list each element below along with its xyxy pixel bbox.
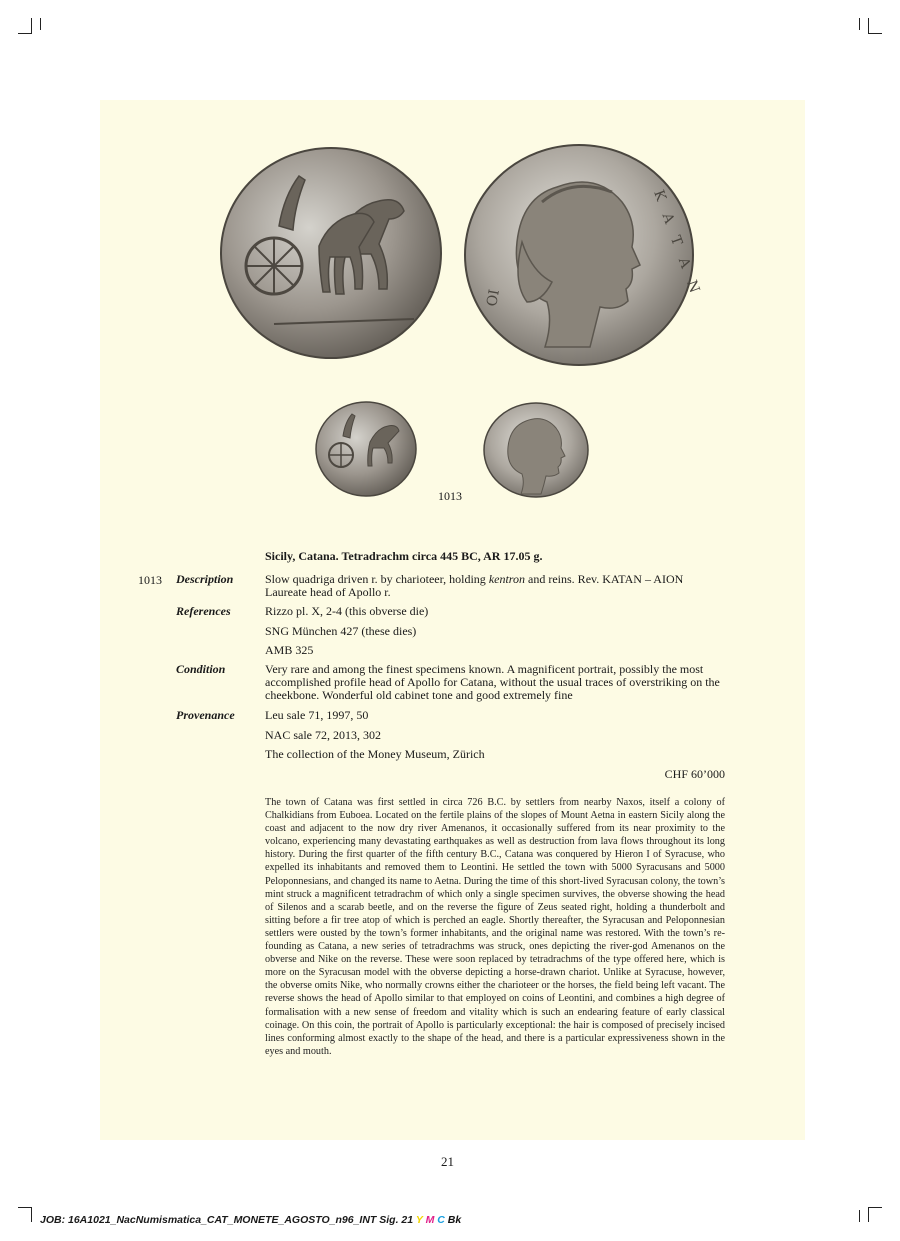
lot-title: Sicily, Catana. Tetradrachm circa 445 BC, AR 17.05 g. [265, 549, 543, 563]
historical-essay: The town of Catana was first settled in circa 726 B.C. by settlers from nearby Naxos, itself a colony of Chalkidians from Euboea. Located on the fertile plains of the slopes of Mount Aetna in eastern Sicily along the coast and adjacent to the now dry river Amenanos, it occasionally suffered from its near proximity to the volcano, experiencing many devastating earthquakes as well as destruction from lava flows throughout its long history. During the first quarter of the fifth century B.C., Catana was conquered by Hieron I of Syracuse, who expelled its inhabitants and removed them to Leontini. He settled the town with 5000 Syracusans and 5000 Peloponnesians, and changed its name to Aetna. During the time of this short-lived Syracusan colony, the town’s mint struck a magnificent tetradrachm of which only a single specimen survives, the obverse showing the head of Silenos and a scarab beetle, and on the reverse the figure of Zeus seated right, holding a thunderbolt and sitting before a fir tree atop of which is perched an eagle. Shortly thereafter, the Syracusan and Peloponnesian settlers were ousted by the town’s former inhabitants, and the original name was restored. With the town’s re-founding as Catana, a new series of tetradrachms was struck, ones depicting the river-god Amenanos on the obverse and Nike on the reverse. These were soon replaced by tetradrachms of the type offered here, which is more on the Syracusan model with the obverse depicting a horse-drawn chariot. Unlike at Syracuse, however, the obverse omits Nike, who normally crowns either the charioteer or the horses, the field being left vacant. The reverse shows the head of Apollo similar to that employed on coins of Leontini, and combines a high degree of formalisation with a new sense of freedom and vitality which is such an endearing feature of early classical coinage. On this coin, the portrait of Apollo is particularly exceptional: the hair is composed of precisely incised lines conforming almost exactly to the shape of the head, and there is a particular expressiveness shown in the eyes and mouth. [265, 797, 725, 1057]
lot-number-caption: 1013 [438, 489, 462, 503]
job-color-y: Y [415, 1214, 423, 1226]
provenance-item-2: NAC sale 72, 2013, 302 [265, 728, 381, 742]
reference-item-3: AMB 325 [265, 643, 314, 657]
page-number: 21 [441, 1154, 454, 1169]
coin-obverse-large [219, 146, 444, 361]
print-job-line [40, 1214, 461, 1226]
job-text: JOB: 16A1021_NacNumismatica_CAT_MONETE_AGOSTO_n96_INT Sig. 21 [40, 1214, 416, 1226]
condition-label: Condition [176, 662, 226, 676]
reference-item-1: Rizzo pl. X, 2-4 (this obverse die) [265, 604, 429, 618]
crop-mark-tr-v [868, 18, 869, 33]
crop-mark-tr-h [868, 33, 882, 34]
coin-legend-right: ΚΑΤΑΝ [650, 187, 708, 309]
description-text [265, 573, 725, 599]
coin-reverse-large [462, 142, 708, 368]
crop-mark-tr-v2 [859, 18, 860, 30]
provenance-label: Provenance [176, 708, 235, 722]
condition-text: Very rare and among the finest specimens known. A magnificent portrait, possibly the most accomplished profile head of Apollo for Catana, without the usual traces of overstriking on the cheekbone. Wonderful old cabinet tone and good extremely fine [265, 662, 720, 702]
provenance-item-3: The collection of the Money Museum, Zürich [265, 747, 485, 761]
crop-mark-bl-h [18, 1207, 32, 1208]
description-text-part1: Slow quadriga driven r. by charioteer, holding [265, 572, 489, 586]
job-color-m: M [425, 1214, 435, 1226]
crop-mark-br-h [868, 1207, 882, 1208]
coin-legend-left: ΟΙ [484, 288, 503, 308]
provenance-item-1: Leu sale 71, 1997, 50 [265, 708, 369, 722]
lot-number: 1013 [138, 573, 162, 587]
references-label: References [176, 604, 231, 618]
coin-reverse-small [483, 401, 590, 499]
estimate-price: CHF 60’000 [664, 767, 725, 781]
crop-mark-tl-v [31, 18, 32, 33]
job-color-bk: Bk [447, 1214, 462, 1226]
crop-mark-br-v [868, 1207, 869, 1222]
job-color-c: C [437, 1214, 445, 1226]
description-text-italic: kentron [488, 572, 526, 586]
crop-mark-tl-v2 [40, 18, 41, 30]
crop-mark-bl-v [31, 1207, 32, 1222]
crop-mark-br-v2 [859, 1210, 860, 1222]
description-text-part2: and reins. Rev. KATAN – AION Laureate head of Apollo r. [265, 572, 684, 599]
reference-item-2: SNG München 427 (these dies) [265, 624, 417, 638]
coin-obverse-small [315, 400, 418, 498]
description-label: Description [176, 572, 234, 586]
crop-mark-tl-h [18, 33, 32, 34]
